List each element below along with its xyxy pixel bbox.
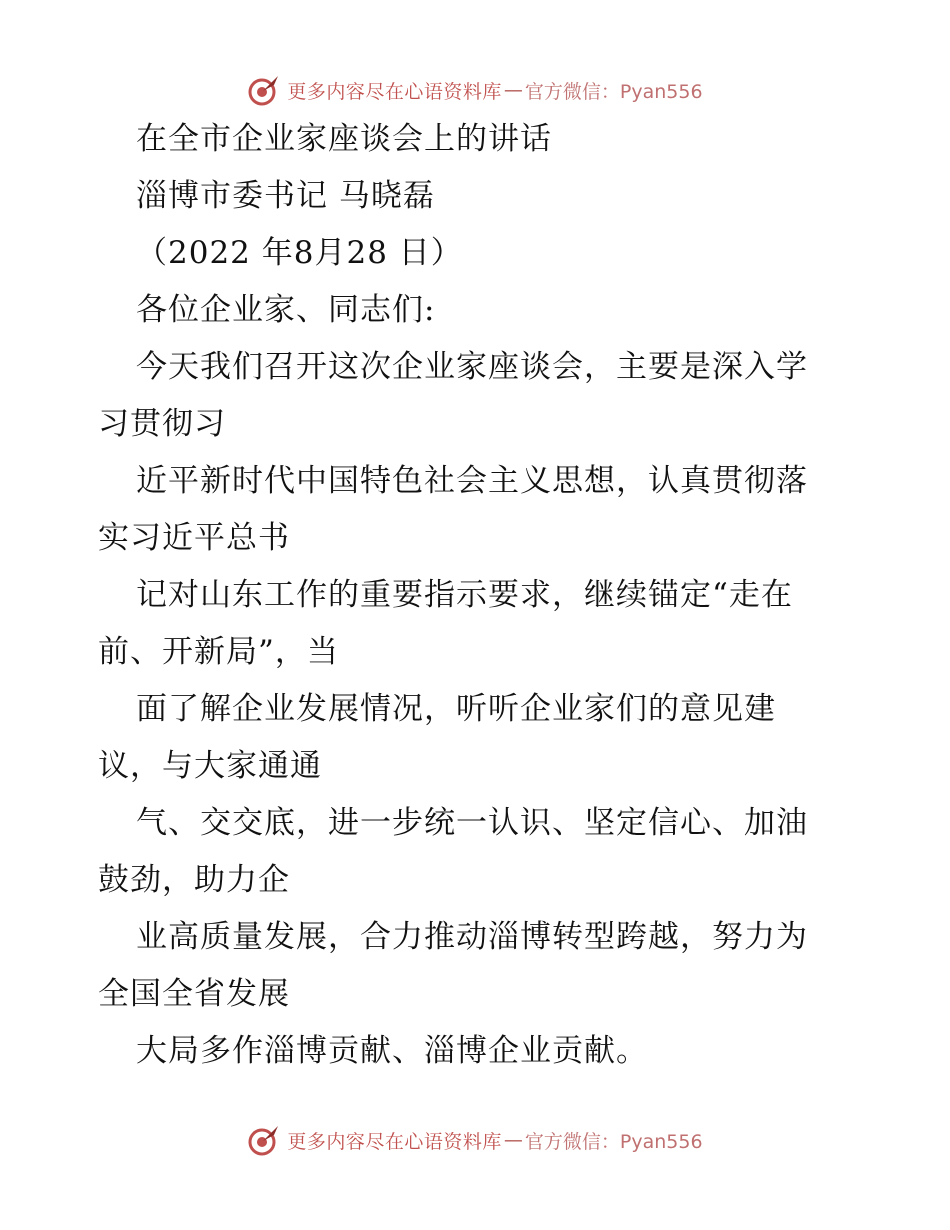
footer-watermark — [0, 1120, 950, 1160]
paragraph-line: 前、开新局”，当 — [98, 634, 339, 670]
watermark-main-text: 更多内容尽在心语资料库 — [287, 1130, 502, 1153]
paragraph-line: 议，与大家通通 — [98, 748, 322, 784]
document-salutation: 各位企业家、同志们: — [136, 292, 436, 328]
paragraph-line: 实习近平总书 — [98, 520, 290, 556]
paragraph-line: 近平新时代中国特色社会主义思想，认真贯彻落 — [136, 463, 808, 499]
quill-logo-icon — [247, 73, 281, 107]
document-title: 在全市企业家座谈会上的讲话 — [136, 121, 552, 157]
header-watermark — [0, 70, 950, 110]
watermark-separator: — — [503, 79, 523, 101]
quill-logo-icon — [247, 1123, 281, 1157]
paragraph-line: 全国全省发展 — [98, 976, 290, 1012]
document-body — [98, 120, 858, 1070]
watermark-contact: 官方微信：Pyan556 — [524, 80, 703, 103]
paragraph-line: 气、交交底，进一步统一认识、坚定信心、加油 — [136, 805, 808, 841]
paragraph-line: 鼓劲，助力企 — [98, 862, 290, 898]
paragraph-line: 大局多作淄博贡献、淄博企业贡献。 — [136, 1033, 648, 1069]
document-date: （2022 年8月28 日） — [136, 235, 463, 271]
paragraph-line: 习贯彻习 — [98, 406, 226, 442]
watermark-main-text: 更多内容尽在心语资料库 — [287, 80, 502, 103]
watermark-separator: — — [503, 1129, 523, 1151]
document-author: 淄博市委书记 马晓磊 — [136, 178, 435, 214]
paragraph-line: 面了解企业发展情况，听听企业家们的意见建 — [136, 691, 776, 727]
watermark-contact: 官方微信：Pyan556 — [524, 1130, 703, 1153]
paragraph-line: 今天我们召开这次企业家座谈会，主要是深入学 — [136, 349, 808, 385]
paragraph-line: 记对山东工作的重要指示要求，继续锚定“走在 — [136, 577, 793, 613]
paragraph-line: 业高质量发展，合力推动淄博转型跨越，努力为 — [136, 919, 808, 955]
